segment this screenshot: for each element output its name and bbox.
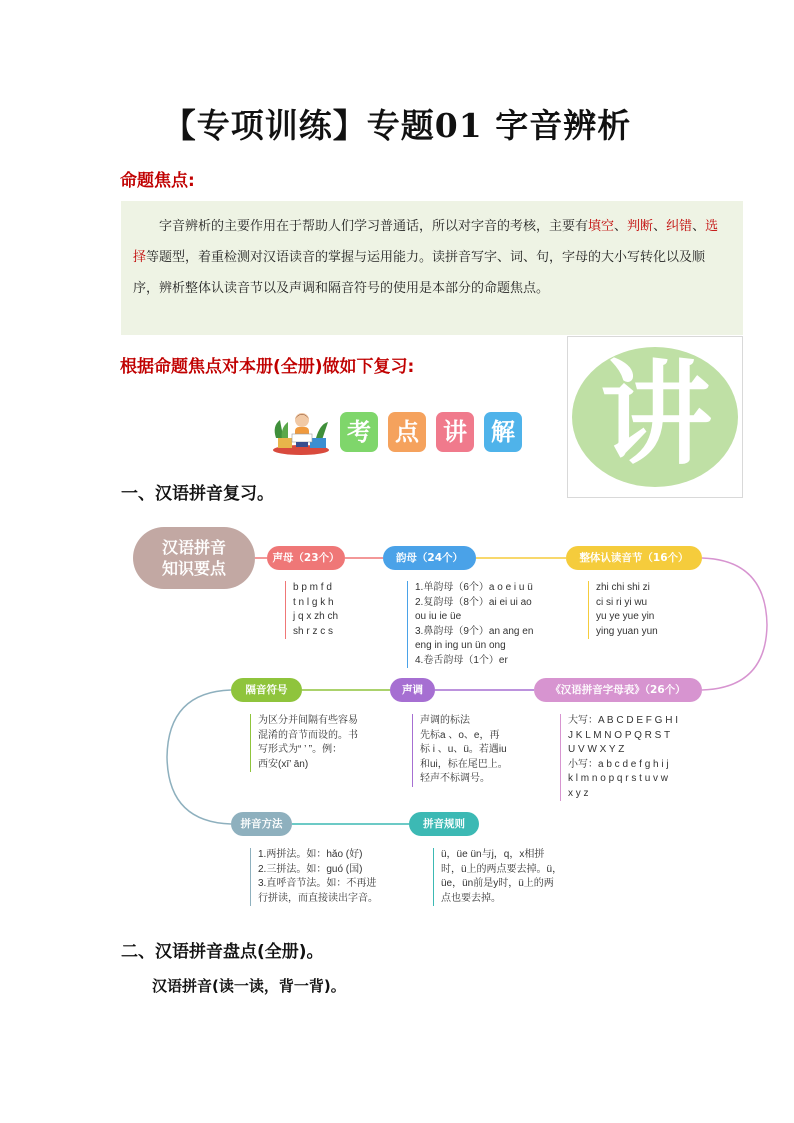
node-zimubiao: 《汉语拼音字母表》（26个） [534, 678, 702, 702]
focus-text-part: 等题型，着重检测对汉语读音的掌握与运用能力。读拼音写字、词、句，字母的大小写转化以及顺序，辨析整体认读音节以及声调和隔音符号的使用是本部分的命题焦点。 [133, 250, 706, 296]
tile-jie: 解 [484, 412, 522, 452]
section-1-heading: 一、汉语拼音复习。 [121, 484, 274, 504]
node-shengdiao: 声调 [390, 678, 435, 702]
focus-sep: 、 [692, 219, 706, 234]
subheading: 汉语拼音(读一读，背一背)。 [152, 977, 346, 995]
mindmap-root: 汉语拼音 知识要点 [133, 527, 255, 589]
reading-child-illustration [270, 408, 332, 456]
detail-shengdiao: 声调的标法 先标a 、o、e，再 标 i 、u、ü。若遇iu 和ui，标在尾巴上。 轻声不标调号。 [412, 714, 508, 787]
tile-jiang: 讲 [436, 412, 474, 452]
tile-dian: 点 [388, 412, 426, 452]
detail-zhengti: zhi chi shi zi ci si ri yi wu yu ye yue yin ying yuan yun [588, 581, 658, 639]
detail-geyin: 为区分并间隔有些容易 混淆的音节而设的。书 写形式为“ ’ ”。例： 西安(xī’ ān) [250, 714, 358, 772]
detail-guize: ü，üe ün与j，q，x相拼 时，ü上的两点要去掉。ü， üe，ün前是y时，ü上的两 点也要去掉。 [433, 848, 562, 906]
detail-fangfa: 1.两拼法。如：hǎo (好) 2.三拼法。如：guó (国) 3.直呼音节法。如：不再进 行拼读，而直接读出字音。 [250, 848, 378, 906]
focus-text-part: 字音辨析的主要作用在于帮助人们学习普通话，所以对字音的考核，主要有 [159, 219, 589, 234]
node-shengmu: 声母（23个） [267, 546, 345, 570]
page-title: 【专项训练】专题01 字音辨析 [162, 106, 632, 145]
node-guize: 拼音规则 [409, 812, 479, 836]
node-zhengti: 整体认读音节（16个） [566, 546, 702, 570]
node-yunmu: 韵母（24个） [383, 546, 476, 570]
focus-sep: 、 [614, 219, 628, 234]
node-fangfa: 拼音方法 [231, 812, 292, 836]
focus-highlight-judge: 判断 [627, 219, 654, 234]
focus-box [121, 201, 743, 335]
section-2-heading: 二、汉语拼音盘点(全册)。 [121, 942, 324, 962]
focus-highlight-choose: 选择 [133, 219, 719, 265]
pinyin-mindmap [130, 520, 770, 920]
detail-yunmu: 1.单韵母（6个）a o e i u ü 2.复韵母（8个）ai ei ui ao ou iu ie üe 3.鼻韵母（9个）an ang en eng in ing un ün ong 4.卷舌韵母（1个）er [407, 581, 533, 668]
detail-shengmu: b p m f d t n l g k h j q x zh ch sh r z c s [285, 581, 338, 639]
review-label: 根据命题焦点对本册(全册)做如下复习: [120, 357, 415, 377]
focus-sep: 、 [653, 219, 667, 234]
node-geyin: 隔音符号 [231, 678, 302, 702]
detail-zimubiao: 大写：A B C D E F G H I J K L M N O P Q R S T U V W X Y Z 小写：a b c d e f g h i j k l m n o p q r s t u v w x y z [560, 714, 678, 801]
focus-highlight-fill: 填空 [588, 219, 615, 234]
badge-char: 讲 [600, 350, 712, 480]
focus-highlight-correct: 纠错 [666, 219, 693, 234]
tile-kao: 考 [340, 412, 378, 452]
lecture-badge [567, 336, 743, 498]
focus-label: 命题焦点: [120, 171, 195, 191]
